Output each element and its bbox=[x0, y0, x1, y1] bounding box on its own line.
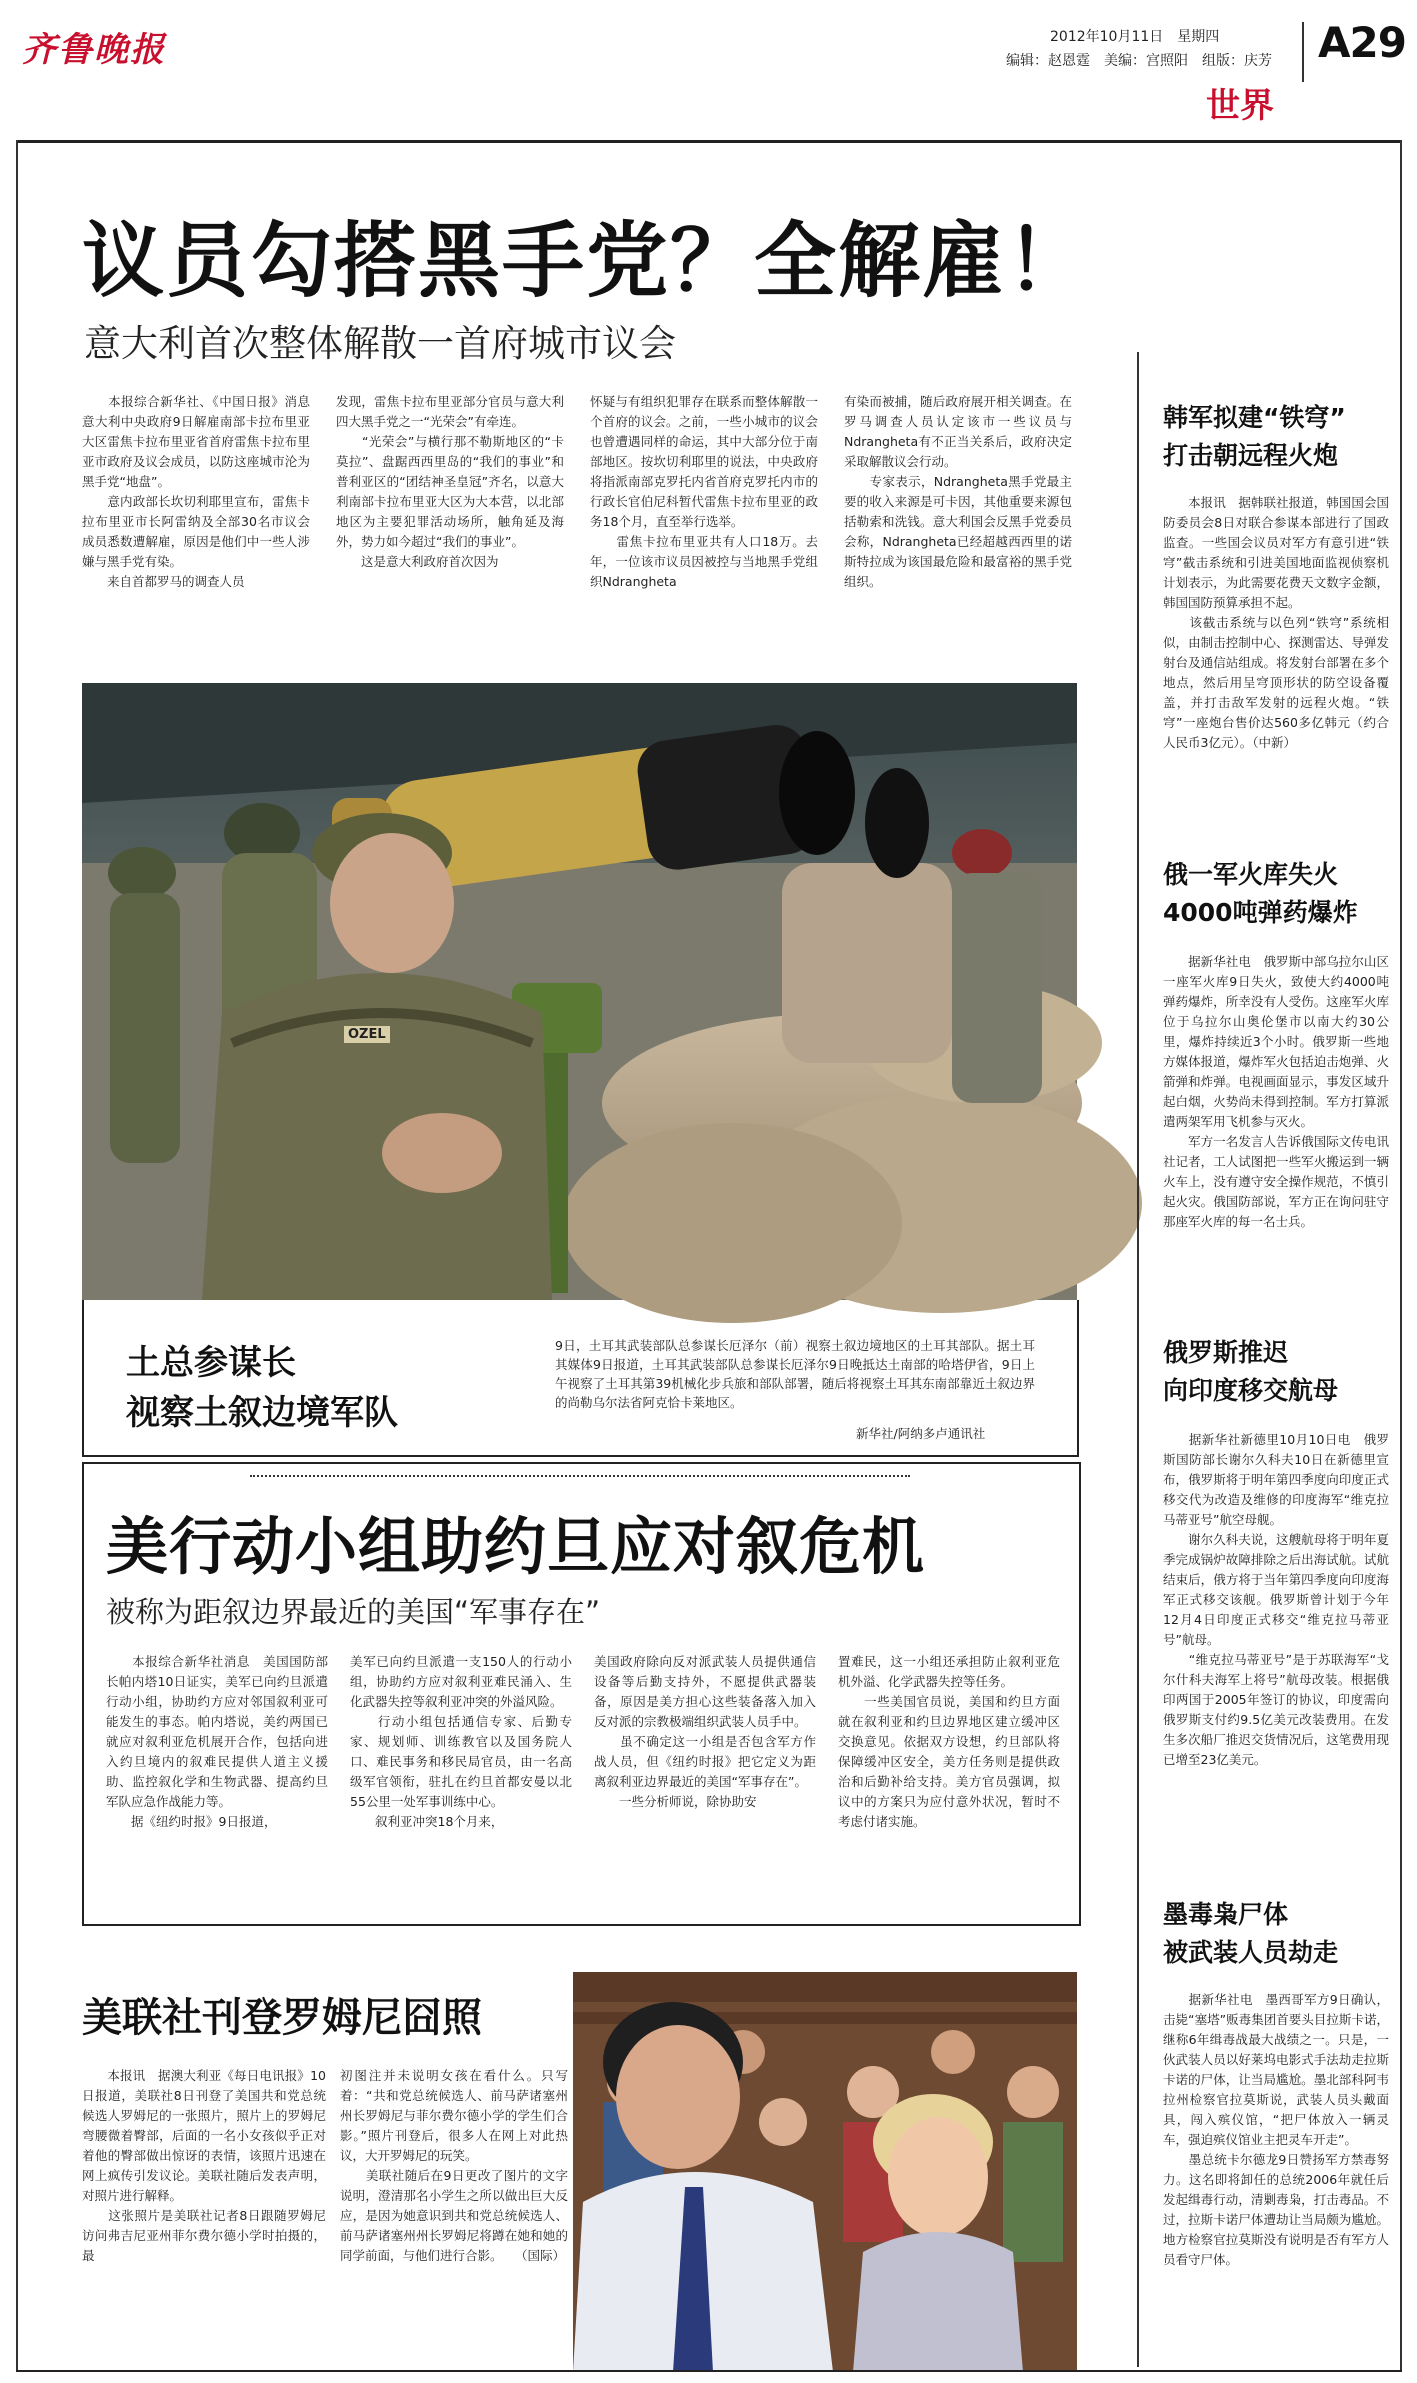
photo-illustration bbox=[82, 683, 1077, 1300]
section-name: 世界 bbox=[1206, 86, 1274, 126]
article2-column-2: 美军已向约旦派遣一支150人的行动小组，协助约方应对叙利亚难民涌入、生化武器失控等叙利亚冲突的外溢风险。 行动小组包括通信专家、后勤专家、规划师、训练教官以及国务院人口、难民事务和移民局官员，由一名高级军官领衔，驻扎在约旦首都安曼以北55公里一处军事训练中心。 叙利亚冲突18个月来， bbox=[350, 1654, 572, 1829]
article3-column-2: 初图注并未说明女孩在看什么。只写着：“共和党总统候选人、前马萨诸塞州州长罗姆尼与菲尔费尔德小学的学生们合影。”照片刊登后，很多人在网上对此热议，大开罗姆尼的玩笑。 美联社随后在9日更改了图片的文字说明，澄清那名小学生之所以做出巨大反应，是因为她意识到共和党总统候选人、前马萨诸塞州州长罗姆尼将蹲在她和她的同学前面，与他们进行合影。 （国际） bbox=[340, 2068, 568, 2263]
main-column-3: 怀疑与有组织犯罪存在联系而整体解散一个首府的议会。之前，一些小城市的议会也曾遭遇同样的命运，其中大部分位于南部地区。按坎切利耶里的说法，中央政府将指派南部克罗托内省首府克罗托内市的行政长官伯尼科暂代雷焦卡拉布里亚的政务18个月，直至举行选举。 雷焦卡拉布里亚共有人口18万。去年，一位该市议员因被控与当地黑手党组织Ndrangheta bbox=[590, 394, 818, 589]
photo1-caption: 9日，土耳其武装部队总参谋长厄泽尔（前）视察土叙边境地区的土耳其部队。据土耳其媒体9日报道，土耳其武装部队总参谋长厄泽尔9日晚抵达土南部的哈塔伊省，9日上午视察了土耳其第39机械化步兵旅和部队部署，随后将视察土耳其东南部靠近土叙边界的尚勒乌尔法省阿克恰卡莱地区。 bbox=[555, 1338, 1035, 1410]
sidebar-1-title-line1: 韩军拟建“铁穹” bbox=[1163, 403, 1346, 432]
uniform-badge: OZEL bbox=[344, 1026, 390, 1043]
article2-column-4: 置难民，这一小组还承担防止叙利亚危机外溢、化学武器失控等任务。 一些美国官员说，美国和约旦方面就在叙利亚和约旦边界地区建立缓冲区交换意见。依据双方设想，约旦部队将保障缓冲区安全，美方任务则是提供政治和后勤补给支持。美方官员强调，拟议中的方案只为应付意外状况，暂时不考虑付诸实施。 bbox=[838, 1654, 1060, 1829]
issue-date: 2012年10月11日 星期四 bbox=[1050, 29, 1220, 45]
page-number: A29 bbox=[1318, 18, 1406, 67]
photo-romney bbox=[573, 1972, 1077, 2372]
main-column-4: 有染而被捕，随后政府展开相关调查。在罗马调查人员认定该市一些议员与Ndrangheta有不正当关系后，政府决定采取解散议会行动。 专家表示，Ndrangheta黑手党最主要的收入来源是可卡因，其他重要来源包括勒索和洗钱。意大利国会反黑手党委员会称，Ndrangheta已经超越西西里的诺斯特拉成为该国最危险和最富裕的黑手党组织。 bbox=[844, 394, 1072, 589]
main-column-1: 本报综合新华社、《中国日报》消息 意大利中央政府9日解雇南部卡拉布里亚大区雷焦卡拉布里亚省首府雷焦卡拉布里亚市政府及议会成员，以防这座城市沦为黑手党“地盘”。 意内政部长坎切利耶里宣布，雷焦卡拉布里亚市长阿雷纳及全部30名市议会成员悉数遭解雇，原因是他们中一些人涉嫌与黑手党有染。 来自首都罗马的调查人员 bbox=[82, 394, 310, 589]
footer-rule bbox=[16, 2370, 1402, 2372]
photo1-title-line2: 视察土叙边境军队 bbox=[126, 1393, 398, 1433]
article3-headline: 美联社刊登罗姆尼囧照 bbox=[82, 1995, 482, 2041]
sidebar-1-title-line2: 打击朝远程火炮 bbox=[1163, 441, 1339, 470]
article2-subheadline: 被称为距叙边界最近的美国“军事存在” bbox=[106, 1595, 601, 1629]
page-left-rule bbox=[16, 140, 18, 2370]
sidebar-4-body: 据新华社电 墨西哥军方9日确认，击毙“塞塔”贩毒集团首要头目拉斯卡诺，继称6年缉毒战最大战绩之一。只是，一伙武装人员以好莱坞电影式手法劫走拉斯卡诺的尸体，让当局尴尬。墨北部科阿韦拉州检察官拉莫斯说，武装人员头戴面具，闯入殡仪馆，“把尸体放入一辆灵车，强迫殡仪馆业主把灵车开走”。 墨总统卡尔德龙9日赞扬军方禁毒努力。这名即将卸任的总统2006年就任后发起缉毒行动，清剿毒枭，打击毒品。不过，拉斯卡诺尸体遭劫让当局颇为尴尬。地方检察官拉莫斯没有说明是否有军方人员看守尸体。 bbox=[1163, 1992, 1389, 2267]
sidebar-1-body: 本报讯 据韩联社报道，韩国国会国防委员会8日对联合参谋本部进行了国政监查。一些国会议员对军方有意引进“铁穹”截击系统和引进美国地面监视侦察机计划表示，为此需要花费天文数字金额，韩国国防预算承担不起。 该截击系统与以色列“铁穹”系统相似，由制击控制中心、探测雷达、导弹发射台及通信站组成。将发射台部署在多个地点，然后用呈穹顶形状的防空设备覆盖，并打击敌军发射的远程火炮。“铁穹”一座炮台售价达560多亿韩元（约合人民币3亿元）。（中新） bbox=[1163, 495, 1389, 750]
article2-column-1: 本报综合新华社消息 美国国防部长帕内塔10日证实，美军已向约旦派遣行动小组，协助约方应对邻国叙利亚可能发生的事态。帕内塔说，美约两国已就应对叙利亚危机展开合作，包括向进入约旦境内的叙难民提供人道主义援助、监控叙化学和生物武器、提高约旦军队应急作战能力等。 据《纽约时报》9日报道， bbox=[106, 1654, 328, 1829]
photo2-illustration bbox=[573, 1972, 1077, 2372]
sidebar-left-rule bbox=[1137, 352, 1139, 2367]
article2-headline: 美行动小组助约旦应对叙危机 bbox=[106, 1510, 926, 1583]
newspaper-logo: 齐鲁晚报 bbox=[22, 30, 166, 70]
article3-column-1: 本报讯 据澳大利亚《每日电讯报》10日报道，美联社8日刊登了美国共和党总统候选人罗姆尼的一张照片，照片上的罗姆尼弯腰微着臀部，后面的一名小女孩似乎正对着他的臀部做出惊讶的表情，该照片迅速在网上疯传引发议论。美联社随后发表声明，对照片进行解释。 这张照片是美联社记者8日跟随罗姆尼访问弗吉尼亚州菲尔费尔德小学时拍摄的，最 bbox=[82, 2068, 326, 2263]
article2-top-dots bbox=[250, 1475, 910, 1477]
sidebar-2-title-line1: 俄一军火库失火 bbox=[1163, 860, 1339, 889]
sidebar-3-body: 据新华社新德里10月10日电 俄罗斯国防部长谢尔久科夫10日在新德里宣布，俄罗斯将于明年第四季度向印度正式移交代为改造及维修的印度海军“维克拉马蒂亚号”航空母舰。 谢尔久科夫说，这艘航母将于明年夏季完成锅炉故障排除之后出海试航。试航结束后，俄方将于当年第四季度向印度海军正式移交该舰。俄罗斯曾计划于今年12月4日印度正式移交“维克拉马蒂亚号”航母。 “维克拉马蒂亚号”是于苏联海军“戈尔什科夫海军上将号”航母改装。根据俄印两国于2005年签订的协议，印度需向俄罗斯支付约9.5亿美元改装费用。在发生多次船厂推迟交货情况后，这笔费用现已增至23亿美元。 bbox=[1163, 1432, 1389, 1767]
sidebar-4-title-line1: 墨毒枭尸体 bbox=[1163, 1900, 1289, 1929]
main-subheadline: 意大利首次整体解散一首府城市议会 bbox=[84, 322, 676, 365]
editor-credits: 编辑：赵恩霆 美编：宫照阳 组版：庆芳 bbox=[1006, 53, 1272, 69]
sidebar-3-title-line1: 俄罗斯推迟 bbox=[1163, 1338, 1289, 1367]
header-rule bbox=[16, 140, 1402, 143]
photo1-title-line1: 土总参谋长 bbox=[126, 1343, 296, 1383]
sidebar-4-title-line2: 被武装人员劫走 bbox=[1163, 1938, 1339, 1967]
sidebar-2-body: 据新华社电 俄罗斯中部乌拉尔山区一座军火库9日失火，致使大约4000吨弹药爆炸，所幸没有人受伤。这座军火库位于乌拉尔山奥伦堡市以南大约30公里，爆炸持续近3个小时。俄罗斯一些地方媒体报道，爆炸军火包括迫击炮弹、火箭弹和炸弹。电视画面显示，事发区域升起白烟，火势尚未得到控制。军方打算派遣两架军用飞机参与灭火。 军方一名发言人告诉俄国际文传电讯社记者，工人试图把一些军火搬运到一辆火车上，没有遵守安全操作规范，不慎引起火灾。俄国防部说，军方正在询问驻守那座军火库的每一名士兵。 bbox=[1163, 954, 1389, 1229]
main-headline: 议员勾搭黑手党？全解雇！ bbox=[82, 214, 1091, 309]
sidebar-2-title-line2: 4000吨弹药爆炸 bbox=[1163, 898, 1358, 927]
sidebar-3-title-line2: 向印度移交航母 bbox=[1163, 1376, 1339, 1405]
photo1-credit: 新华社/阿纳多卢通讯社 bbox=[856, 1426, 986, 1441]
main-column-2: 发现，雷焦卡拉布里亚部分官员与意大利四大黑手党之一“光荣会”有牵连。 “光荣会”与横行那不勒斯地区的“卡莫拉”、盘踞西西里岛的“我们的事业”和普利亚区的“团结神圣皇冠”齐名，以意大利南部卡拉布里亚大区为大本营，以北部地区为主要犯罪活动场所，触角延及海外，势力如今超过“我们的事业”。 这是意大利政府首次因为 bbox=[336, 394, 564, 569]
page-right-rule bbox=[1400, 140, 1402, 2370]
article2-column-3: 美国政府除向反对派武装人员提供通信设备等后勤支持外，不愿提供武器装备，原因是美方担心这些装备落入加入反对派的宗教极端组织武装人员手中。 虽不确定这一小组是否包含军方作战人员，但《纽约时报》把它定义为距离叙利亚边界最近的美国“军事存在”。 一些分析师说，除协助安 bbox=[594, 1654, 816, 1809]
header-divider bbox=[1302, 22, 1304, 82]
photo-general-binoculars bbox=[82, 683, 1077, 1300]
